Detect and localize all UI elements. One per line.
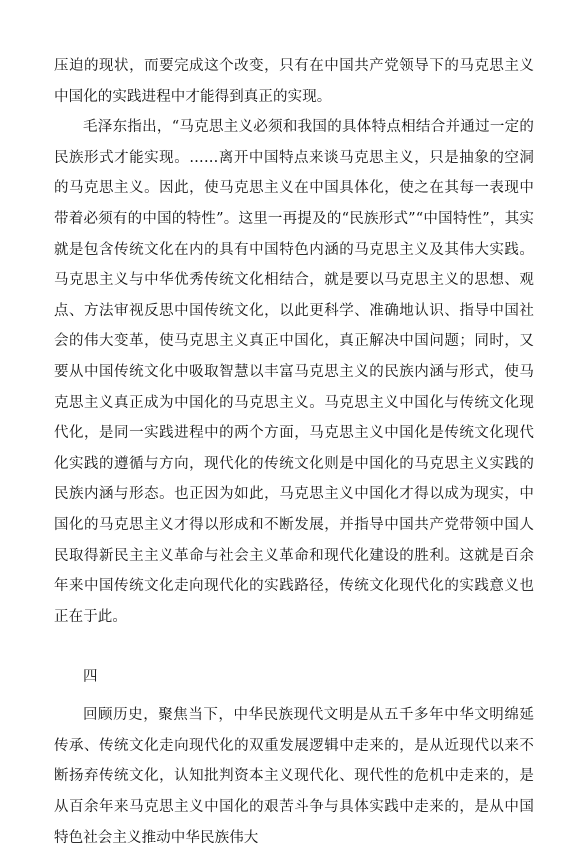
paragraph-review-history: 回顾历史，聚焦当下，中华民族现代文明是从五千多年中华文明绵延传承、传统文化走向现代化的双重发展逻辑中走来的，是从近现代以来不断扬弃传统文化，认知批判资本主义现代化、现代性的危机中走来的，是从百余年来马克思主义中国化的艰苦斗争与具体实践中走来的，是从中国特色社会主义推动中华民族伟大 (54, 707, 534, 846)
paragraph-continuation: 压迫的现状，而要完成这个改变，只有在中国共产党领导下的马克思主义中国化的实践进程中才能得到真正的实现。 (54, 58, 534, 105)
document-page (54, 51, 534, 853)
section-heading: 四 (83, 669, 98, 686)
section-spacer (54, 632, 534, 662)
paragraph-mao-zedong-quote: 毛泽东指出，“马克思主义必须和我国的具体特点相结合并通过一定的民族形式才能实现。……离开中国特点来谈马克思主义，只是抽象的空洞的马克思主义。因此，使马克思主义在中国具体化，使之在其每一表现中带着必须有的中国的特性”。这里一再提及的“民族形式”“中国特性”，其实就是包含传统文化在内的具有中国特色内涵的马克思主义及其伟大实践。马克思主义与中华优秀传统文化相结合，就是要以马克思主义的思想、观点、方法审视反思中国传统文化，以此更科学、准确地认识、指导中国社会的伟大变革，使马克思主义真正中国化，真正解决中国问题；同时，又要从中国传统文化中吸取智慧以丰富马克思主义的民族内涵与形式，使马克思主义真正成为中国化的马克思主义。马克思主义中国化与传统文化现代化，是同一实践进程中的两个方面，马克思主义中国化是传统文化现代化实践的遵循与方向，现代化的传统文化则是中国化的马克思主义实践的民族内涵与形态。也正因为如此，马克思主义中国化才得以成为现实，中国化的马克思主义才得以形成和不断发展，并指导中国共产党带领中国人民取得新民主主义革命与社会主义革命和现代化建设的胜利。这就是百余年来中国传统文化走向现代化的实践路径，传统文化现代化的实践意义也正在于此。 (54, 119, 534, 625)
